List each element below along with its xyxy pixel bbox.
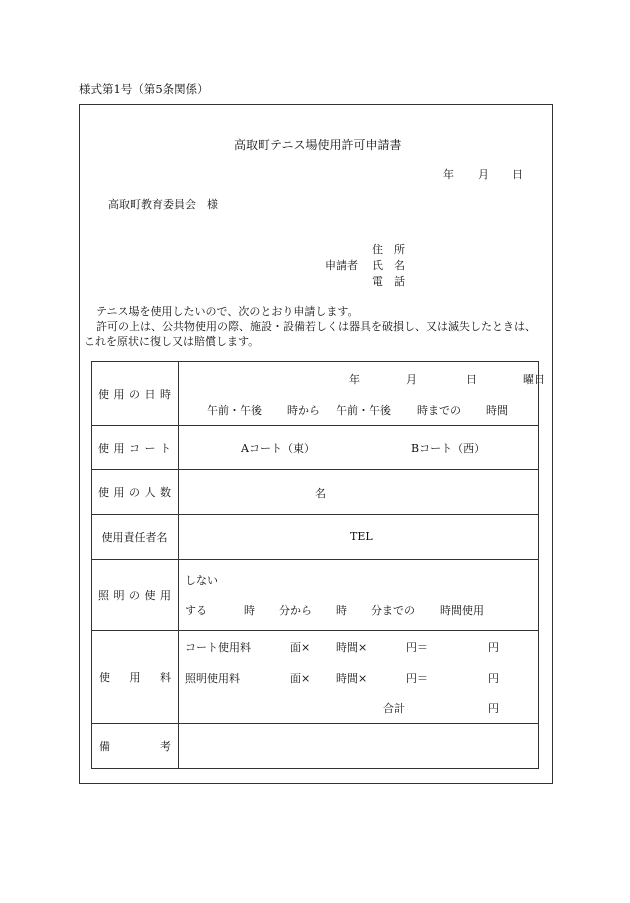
label-lighting: 照 明 の 使 用 xyxy=(98,589,171,602)
lighting-min-until: 分までの xyxy=(371,604,415,617)
dt-hours: 時間 xyxy=(486,404,508,417)
date-month: 月 xyxy=(478,168,489,181)
intro-line-2: 許可の上は、公共物使用の際、施設・設備若しくは器具を破損し、又は滅失したときは、 xyxy=(96,320,536,333)
court-b: Bコート（西） xyxy=(411,442,486,455)
application-table xyxy=(91,361,545,769)
dt-weekday: 曜日 xyxy=(523,373,545,386)
fee-court-jikan: 時間× xyxy=(336,641,368,654)
applicant-label: 申請者 xyxy=(325,259,358,272)
fee-court-label: コート使用料 xyxy=(185,641,251,654)
fee-court-men: 面× xyxy=(290,641,311,654)
label-manager: 使用責任者名 xyxy=(101,531,168,544)
date-year: 年 xyxy=(443,168,454,181)
row-fee xyxy=(92,631,539,724)
fee-court-yen-eq: 円＝ xyxy=(406,641,428,654)
fee-field[interactable] xyxy=(179,631,539,724)
intro-line-3: これを原状に復し又は賠償します。 xyxy=(84,335,260,348)
address-label: 住 所 xyxy=(372,243,405,256)
form-title: 高取町テニス場使用許可申請書 xyxy=(234,138,402,152)
lighting-hour-1: 時 xyxy=(244,604,255,617)
fee-court-yen: 円 xyxy=(488,641,499,654)
dt-year: 年 xyxy=(349,373,360,386)
datetime-field[interactable] xyxy=(179,362,545,426)
fee-total-yen: 円 xyxy=(488,702,499,715)
fee-light-label: 照明使用料 xyxy=(185,672,240,685)
court-a: Aコート（東） xyxy=(241,442,315,455)
row-court xyxy=(92,426,539,470)
fee-light-yen-eq: 円＝ xyxy=(406,672,428,685)
label-datetime: 使 用 の 日 時 xyxy=(98,387,171,401)
manager-tel: TEL xyxy=(350,530,373,543)
fee-light-jikan: 時間× xyxy=(336,672,368,685)
people-field[interactable] xyxy=(179,470,539,515)
dt-from: 時から xyxy=(287,404,320,417)
manager-field[interactable] xyxy=(179,515,539,560)
dt-day: 日 xyxy=(466,373,477,386)
lighting-yes: する xyxy=(185,604,207,617)
lighting-no: しない xyxy=(185,574,218,587)
name-label: 氏 名 xyxy=(372,259,405,272)
intro-line-1: テニス場を使用したいので、次のとおり申請します。 xyxy=(96,305,359,318)
form-number: 様式第1号（第5条関係） xyxy=(79,82,209,96)
lighting-min-from: 分から xyxy=(279,604,312,617)
dt-ampm-1: 午前・午後 xyxy=(207,404,262,417)
row-manager xyxy=(92,515,539,560)
fee-light-yen: 円 xyxy=(488,672,499,685)
date-day: 日 xyxy=(512,168,523,181)
dt-ampm-2: 午前・午後 xyxy=(336,404,391,417)
dt-until: 時までの xyxy=(417,404,461,417)
court-field[interactable] xyxy=(179,426,539,470)
remarks-field[interactable] xyxy=(179,724,539,769)
fee-light-men: 面× xyxy=(290,672,311,685)
row-datetime xyxy=(92,362,539,426)
label-remarks: 備 考 xyxy=(99,740,171,753)
fee-total-label: 合計 xyxy=(383,702,405,715)
people-unit: 名 xyxy=(315,487,326,500)
lighting-field[interactable] xyxy=(179,560,539,631)
lighting-hours-used: 時間使用 xyxy=(440,604,484,617)
label-fee: 使 用 料 xyxy=(99,671,171,684)
label-people: 使 用 の 人 数 xyxy=(98,486,171,499)
phone-label: 電 話 xyxy=(372,275,405,288)
lighting-hour-2: 時 xyxy=(336,604,347,617)
row-people xyxy=(92,470,539,515)
row-lighting xyxy=(92,560,539,631)
dt-month: 月 xyxy=(406,373,417,386)
addressee: 高取町教育委員会 様 xyxy=(108,198,218,211)
label-court: 使 用 コ ー ト xyxy=(98,441,171,455)
row-remarks xyxy=(92,724,539,769)
